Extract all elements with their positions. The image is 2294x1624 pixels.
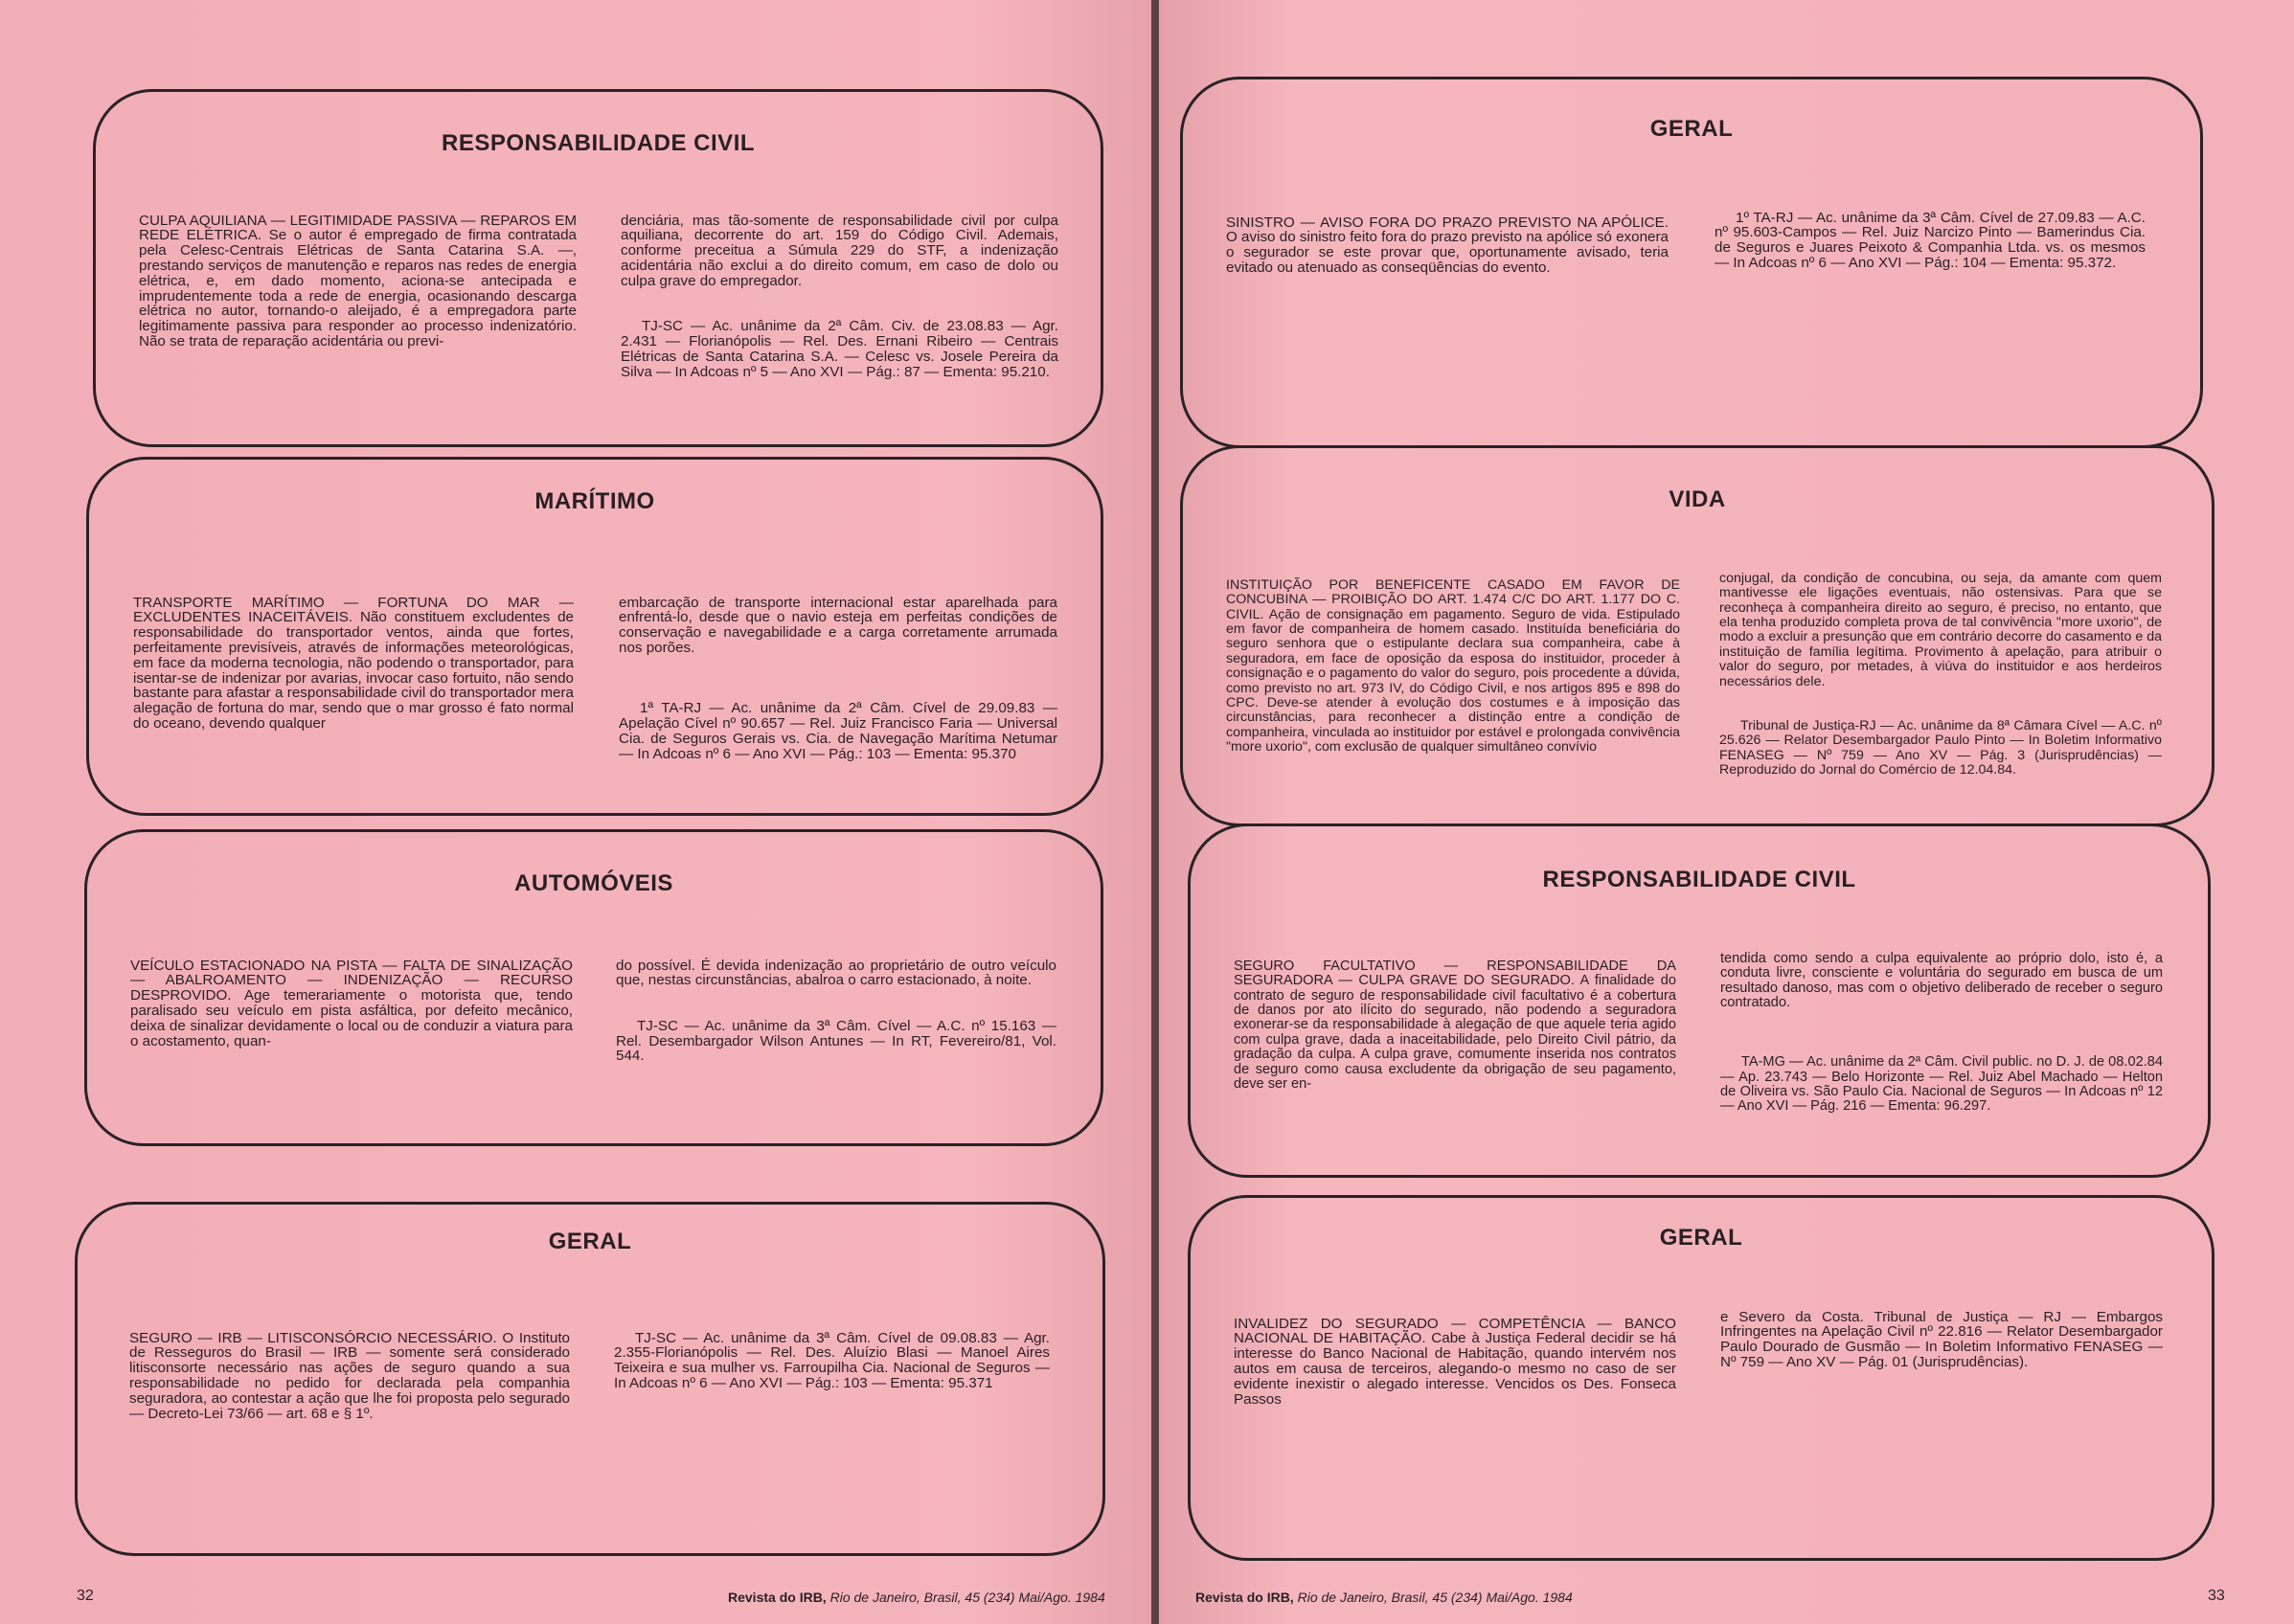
text-column: TJ-SC — Ac. unânime da 3ª Câm. Cível de 09.08.83 — Agr. 2.355-Florianópolis — Rel. Des. Aluízio Blasi — Manoel Aires Teixeira e sua mulher vs. Farroupilha Cia. Nacional de Seguros — In Adcoas nº 6 — Ano XVI — Pág.: 103 — Ementa: 95.371 (614, 1329, 1055, 1391)
text-column: embarcação de transporte internacional estar aparelhada para enfrentá-lo, desde que o navio esteja em perfeitas condições de conservação e navegabilidade e a carga corretamente arrumada nos porões. 1ª TA-RJ — Ac. unânime da 2ª Câm. Cível de 29.09.83 — Apelação Cível nº 90.657 — Rel. Juiz Francisco Faria — Universal Cia. de Seguros Gerais vs. Cia. de Navegação Marítima Netumar — In Adcoas nº 6 — Ano XVI — Pág.: 103 — Ementa: 95.370 (619, 594, 1062, 762)
text-column: SINISTRO — AVISO FORA DO PRAZO PREVISTO NA APÓLICE. O aviso do sinistro feito fora do prazo previsto na apólice só exonera o segurador se este provar que, oportunamente avisado, teria evitado ou atenuado as conseqüências do evento. (1226, 214, 1673, 276)
text-column: CULPA AQUILIANA — LEGITIMIDADE PASSIVA — REPAROS EM REDE ELÉTRICA. Se o autor é empregado de firma contratada pela Celesc-Centrais Elétricas de Santa Catarina S.A. —, prestando serviços de manutenção e reparos nas redes de energia elétrica, e, em dado momento, aciona-se antecipada e imprudentemente toda a rede de energia, ocasionando descarga elétrica no autor, tornando-o aleijado, é a empregadora parte legitimamente passiva para responder ao processo indenizatório. Não se trata de reparação acidentária ou previ- (139, 212, 581, 350)
text-column: TRANSPORTE MARÍTIMO — FORTUNA DO MAR — EXCLUDENTES INACEITÁVEIS. Não constituem excludentes de responsabilidade do transportador ventos, ainda que fortes, perfeitamente previsíveis, através de informações meteorológicas, em face da moderna tecnologia, não podendo o transportador, para isentar-se de indenizar por avarias, invocar caso fortuito, não sendo bastante para afastar a responsabilidade civil do transportador mera alegação de fortuna do mar, sendo que o mar grosso é fato normal do oceano, devendo qualquer (133, 594, 579, 732)
text-column: denciária, mas tão-somente de responsabilidade civil por culpa aquiliana, decorrente do art. 159 do Código Civil. Ademais, conforme preceitua a Súmula 229 do STF, a indenização acidentária não exclui a do direito comum, em caso de dolo ou culpa grave do empregador. TJ-SC — Ac. unânime da 2ª Câm. Civ. de 23.08.83 — Agr. 2.431 — Florianópolis — Rel. Des. Ernani Ribeiro — Centrais Elétricas de Santa Catarina S.A. — Celesc vs. Josele Pereira da Silva — In Adcoas nº 5 — Ano XVI — Pág.: 87 — Ementa: 95.210. (621, 212, 1063, 380)
panel-geral (75, 1202, 1105, 1556)
panel-title: GERAL (1659, 1225, 1743, 1251)
page-number: 33 (2208, 1588, 2225, 1604)
page-gutter (1151, 0, 1159, 1624)
panel-responsabilidade-civil (1188, 823, 2211, 1178)
footer-details: Rio de Janeiro, Brasil, 45 (234) Mai/Ago. 1984 (1293, 1590, 1573, 1605)
text-column: tendida como sendo a culpa equivalente ao próprio dolo, isto é, a conduta livre, consciente e voluntária do segurado em busca de um resultado danoso, mas com o objetivo deliberado de receber o seguro contratado. TA-MG — Ac. unânime da 2ª Câm. Civil public. no D. J. de 08.02.84 — Ap. 23.743 — Belo Horizonte — Rel. Juiz Abel Machado — Helton de Oliveira vs. São Paulo Cia. Nacional de Seguros — In Adcoas nº 12 — Ano XVI — Pág. 216 — Ementa: 96.297. (1720, 950, 2168, 1115)
text-column: e Severo da Costa. Tribunal de Justiça — RJ — Embargos Infringentes na Apelação Civil nº 22.816 — Relator Desembargador Paulo Dourado de Gusmão — In Boletim Informativo FENASEG — Nº 759 — Ano XV — Pág. 01 (Jurisprudências). (1720, 1308, 2168, 1370)
text-column: SEGURO FACULTATIVO — RESPONSABILIDADE DA SEGURADORA — CULPA GRAVE DO SEGURADO. A finalidade do contrato de seguro de responsabilidade civil facultativo é a cobertura de danos por ato ilícito do segurado, não podendo a seguradora exonerar-se da responsabilidade à alegação de que aquele teria agido com culpa grave, dada a inaceitabilidade, pelo Direito Civil pátrio, da gradação da culpa. A culpa grave, comumente inserida nos contratos de seguro como causa excludente da obrigação de seu pagamento, deve ser en- (1234, 958, 1681, 1093)
text-column: SEGURO — IRB — LITISCONSÓRCIO NECESSÁRIO. O Instituto de Resseguros do Brasil — IRB — somente será considerado litisconsorte necessário nas ações de seguro quando a sua responsabilidade no pedido for declarada pela companhia seguradora, ao contestar a ação que lhe foi proposta pelo segurado — Decreto-Lei 73/66 — art. 68 e § 1º. (129, 1329, 575, 1422)
panel-geral (1188, 1195, 2215, 1561)
footer-citation (728, 1590, 1105, 1605)
panel-title: GERAL (1649, 116, 1734, 142)
panel-title: RESPONSABILIDADE CIVIL (441, 130, 756, 156)
panel-automoveis (84, 829, 1103, 1146)
footer-journal: Revista do IRB, (1195, 1590, 1294, 1605)
footer-journal: Revista do IRB, (728, 1590, 827, 1605)
panel-title: GERAL (548, 1229, 632, 1254)
panel-title: VIDA (1669, 486, 1726, 512)
text-column: VEÍCULO ESTACIONADO NA PISTA — FALTA DE SINALIZAÇÃO — ABALROAMENTO — INDENIZAÇÃO — RECURSO DESPROVIDO. Age temerariamente o motorista que, tendo paralisado seu veículo em pista asfáltica, por defeito mecânico, deixa de sinalizar devidamente o local ou de conduzir a viatura para o acostamento, quan- (130, 957, 578, 1049)
text-column: INSTITUIÇÃO POR BENEFICENTE CASADO EM FAVOR DE CONCUBINA — PROIBIÇÃO DO ART. 1.474 C/C DO ART. 1.177 DO C. CIVIL. Ação de consignação em pagamento. Seguro de vida. Estipulado em favor de companheira de homem casado. Instituída beneficiária do seguro senhora que o estipulante declara sua companheira, cabe à seguradora, em face de oposição da esposa do instituidor, proceder à consignação e o pagamento do valor do seguro, pois procedente a dúvida, como previsto no art. 973 IV, do Código Civil, e nos artigos 895 e 898 do CPC. Deve-se atender à evolução dos costumes e à imposição das circunstâncias, para reconhecer a distinção entre a condição de companheira, vinculada ao instituidor por estável e prolongada convivência "more uxorio", com exclusão de qualquer simultâneo convívio (1226, 576, 1684, 756)
text-column: INVALIDEZ DO SEGURADO — COMPETÊNCIA — BANCO NACIONAL DE HABITAÇÃO. Cabe à Justiça Federal decidir se há interesse do Banco Nacional de Habitação, quando intervém nos autos em causa de terceiros, alegando-o mesmo no caso de ser evidente inexistir o alegado interesse. Vencidos os Des. Fonseca Passos (1234, 1315, 1681, 1408)
panel-responsabilidade-civil (93, 89, 1103, 447)
footer-details: Rio de Janeiro, Brasil, 45 (234) Mai/Ago. 1984 (826, 1590, 1105, 1605)
right-page (1159, 0, 2294, 1624)
text-column: do possível. É devida indenização ao proprietário de outro veículo que, nestas circunstâncias, abalroa o carro estacionado, à noite. TJ-SC — Ac. unânime da 3ª Câm. Cível — A.C. nº 15.163 — Rel. Desembargador Wilson Antunes — In RT, Fevereiro/81, Vol. 544. (616, 957, 1061, 1065)
footer-citation (1195, 1590, 1573, 1605)
page-number: 32 (77, 1588, 94, 1604)
panel-title: MARÍTIMO (534, 488, 655, 514)
text-column: 1º TA-RJ — Ac. unânime da 3ª Câm. Cível de 27.09.83 — A.C. nº 95.603-Campos — Rel. Juiz Narcizo Pinto — Bamerindus Cia. de Seguros e Juares Peixoto & Companhia Ltda. vs. os mesmos — In Adcoas nº 6 — Ano XVI — Pág.: 104 — Ementa: 95.372. (1715, 209, 2150, 271)
panel-geral (1180, 77, 2203, 448)
panel-title: AUTOMÓVEIS (514, 870, 673, 896)
text-column: conjugal, da condição de concubina, ou seja, da amante com quem mantivesse ele ligações eventuais, não ostensivas. Para que se reconheça à companheira direito ao seguro, é preciso, no entanto, que ela tenha produzido completa prova de tal convivência "more uxorio", de modo a excluir a presunção que em contrário decorre do casamento e da instituição de família legítima. Provimento à apelação, para atribuir o valor do seguro, por metades, à viúva do instituidor e aos herdeiros necessários dele. Tribunal de Justiça-RJ — Ac. unânime da 8ª Câmara Cível — A.C. nº 25.626 — Relator Desembargador Paulo Pinto — In Boletim Informativo FENASEG — Nº 759 — Ano XV — Pág. 3 (Jurisprudências) — Reproduzido do Jornal do Comércio de 12.04.84. (1719, 570, 2166, 778)
panel-title: RESPONSABILIDADE CIVIL (1542, 867, 1856, 892)
panel-vida (1180, 445, 2215, 826)
panel-maritimo (86, 457, 1103, 816)
